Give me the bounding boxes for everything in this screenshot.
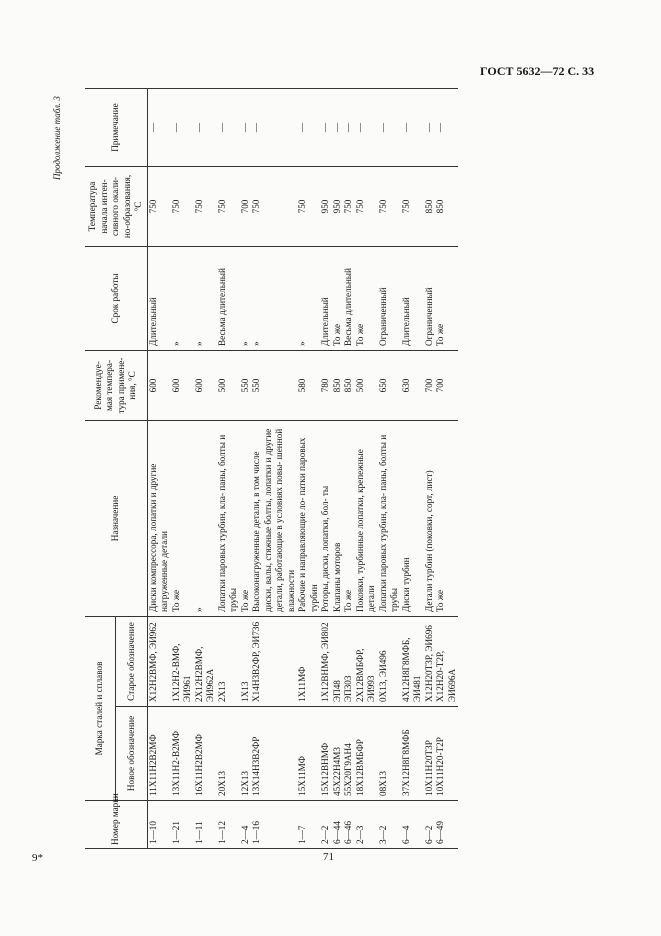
cell-note: — xyxy=(147,88,171,166)
cell-temp: 500 xyxy=(217,350,240,420)
cell-old: ЭП303 xyxy=(343,616,355,706)
cell-term: Ограниченный xyxy=(424,246,436,350)
cell-term: » xyxy=(297,246,320,350)
cell-old: 2Х13 xyxy=(217,616,240,706)
cell-old: Х14Н3В2ФР, ЭИ736 xyxy=(251,616,297,706)
cell-old: 1Х13 xyxy=(240,616,252,706)
cell-note: — xyxy=(320,88,332,166)
col-temp: Рекомендуе- мая темпера- тура примене- ния, °С xyxy=(85,350,147,420)
cell-temp: 650 xyxy=(378,350,401,420)
cell-new: 20Х13 xyxy=(217,707,240,801)
cell-note: — xyxy=(332,88,344,166)
cell-term: Длительный xyxy=(320,246,332,350)
cell-number: 6—46 xyxy=(343,801,355,849)
cell-note: — xyxy=(424,88,436,166)
cell-note: — xyxy=(171,88,194,166)
cell-purpose: Рабочие и направляющие ло- патки паровых турбин xyxy=(297,420,320,616)
cell-number: 1—16 xyxy=(251,801,297,849)
cell-number: 3—2 xyxy=(378,801,401,849)
cell-temp: 850 xyxy=(332,350,344,420)
cell-note: — xyxy=(194,88,217,166)
cell-number: 2—4 xyxy=(240,801,252,849)
cell-note: — xyxy=(217,88,240,166)
table-row xyxy=(297,88,320,848)
cell-note: — xyxy=(240,88,252,166)
cell-number: 1—10 xyxy=(147,801,171,849)
cell-new: 45Х22Н4М3 xyxy=(332,707,344,801)
table-row xyxy=(147,88,171,848)
cell-temp: 700 xyxy=(435,350,458,420)
cell-number: 6—44 xyxy=(332,801,344,849)
cell-purpose: Роторы, диски, лопатки, бол- ты xyxy=(320,420,332,616)
cell-new: 13Х11Н2-В2МФ xyxy=(171,707,194,801)
cell-temp: 700 xyxy=(424,350,436,420)
page-header: ГОСТ 5632—72 С. 33 xyxy=(480,64,595,78)
table-row xyxy=(378,88,401,848)
cell-purpose: То же xyxy=(343,420,355,616)
table-row xyxy=(343,88,355,848)
cell-new: 10Х11Н20Т3Р xyxy=(424,707,436,801)
cell-new: 13Х14Н3В2ФР xyxy=(251,707,297,801)
table-row xyxy=(401,88,424,848)
cell-purpose: То же xyxy=(435,420,458,616)
cell-note: — xyxy=(251,88,297,166)
table-row xyxy=(320,88,332,848)
cell-number: 1—11 xyxy=(194,801,217,849)
cell-purpose: Высоконагруженные детали, в том числе диски, валы, стяжные болты, лопатки и другие детали, работающие в условиях повы- шенной влажности xyxy=(251,420,297,616)
cell-term: Ограниченный xyxy=(378,246,401,350)
cell-old: Х12Н2ВМФ, ЭИ962 xyxy=(147,616,171,706)
cell-old: Х12Н20-Т2Р, ЭИ696А xyxy=(435,616,458,706)
table-row xyxy=(194,88,217,848)
col-scale: Температура начала интен- сивного окали- но-образования, °С xyxy=(85,166,147,246)
cell-temp: 600 xyxy=(147,350,171,420)
table-body xyxy=(147,88,458,848)
cell-old: 1Х12Н2-ВМФ, ЭИ961 xyxy=(171,616,194,706)
cell-purpose: Детали турбин (поковки, сорт, лист) xyxy=(424,420,436,616)
cell-scale: 850 xyxy=(424,166,436,246)
cell-number: 1—7 xyxy=(297,801,320,849)
col-note: Примечание xyxy=(85,88,147,166)
cell-number: 6—4 xyxy=(401,801,424,849)
steel-grades-table xyxy=(85,88,458,849)
table-row xyxy=(251,88,297,848)
cell-term: Весьма длительный xyxy=(217,246,240,350)
col-purpose: Назначение xyxy=(85,420,147,616)
cell-new: 12Х13 xyxy=(240,707,252,801)
cell-term: » xyxy=(171,246,194,350)
cell-temp: 580 xyxy=(297,350,320,420)
cell-new: 18Х12ВМБФР xyxy=(355,707,378,801)
cell-purpose: То же xyxy=(171,420,194,616)
cell-new: 15Х12ВНМФ xyxy=(320,707,332,801)
cell-temp: 630 xyxy=(401,350,424,420)
table-row xyxy=(171,88,194,848)
cell-scale: 750 xyxy=(194,166,217,246)
cell-note: — xyxy=(297,88,320,166)
cell-note: — xyxy=(355,88,378,166)
cell-scale: 750 xyxy=(251,166,297,246)
cell-number: 6—2 xyxy=(424,801,436,849)
cell-old: Х12Н20Т3Р, ЭИ696 xyxy=(424,616,436,706)
cell-scale: 750 xyxy=(217,166,240,246)
cell-purpose: Лопатки паровых турбин, кла- паны, болты и трубы xyxy=(378,420,401,616)
cell-old: ЭП48 xyxy=(332,616,344,706)
cell-scale: 950 xyxy=(320,166,332,246)
cell-old: 2Х12Н2ВМФ, ЭИ962А xyxy=(194,616,217,706)
cell-temp: 850 xyxy=(343,350,355,420)
cell-scale: 950 xyxy=(332,166,344,246)
col-number: Номер марки xyxy=(85,801,147,849)
cell-new: 10Х11Н20-Т2Р xyxy=(435,707,458,801)
cell-term: Длительный xyxy=(147,246,171,350)
col-term: Срок работы xyxy=(85,246,147,350)
rotated-table-container xyxy=(85,89,615,849)
cell-purpose: » xyxy=(194,420,217,616)
cell-scale: 850 xyxy=(435,166,458,246)
cell-old: 2Х12ВМБФР, ЭИ993 xyxy=(355,616,378,706)
cell-term: То же xyxy=(355,246,378,350)
cell-note: — xyxy=(401,88,424,166)
col-grades-group: Марка сталей и сплавов xyxy=(85,616,116,800)
table-row xyxy=(435,88,458,848)
cell-new: 15Х11МФ xyxy=(297,707,320,801)
cell-term: То же xyxy=(332,246,344,350)
cell-purpose: Лопатки паровых турбин, кла- паны, болты и трубы xyxy=(217,420,240,616)
cell-purpose: Диски турбин xyxy=(401,420,424,616)
cell-number: 1—12 xyxy=(217,801,240,849)
cell-scale: 750 xyxy=(297,166,320,246)
cell-number: 1—21 xyxy=(171,801,194,849)
cell-term: Длительный xyxy=(401,246,424,350)
table-row xyxy=(217,88,240,848)
cell-purpose: Клапаны моторов xyxy=(332,420,344,616)
cell-number: 2—2 xyxy=(320,801,332,849)
cell-temp: 780 xyxy=(320,350,332,420)
cell-new: 37Х12Н8Г8МФБ xyxy=(401,707,424,801)
cell-note: — xyxy=(378,88,401,166)
page-number: 71 xyxy=(323,851,334,863)
cell-term: » xyxy=(251,246,297,350)
cell-old: 4Х12Н8Г8МФБ, ЭИ481 xyxy=(401,616,424,706)
cell-purpose: Диски компрессора, лопатки и другие нагруженные детали xyxy=(147,420,171,616)
footer-signature: 9* xyxy=(32,852,43,864)
cell-number: 2—3 xyxy=(355,801,378,849)
table-row xyxy=(240,88,252,848)
col-old: Старое обозначение xyxy=(116,616,147,706)
cell-old: 0Х13, ЭИ496 xyxy=(378,616,401,706)
cell-new: 08Х13 xyxy=(378,707,401,801)
cell-new: 16Х11Н2В2МФ xyxy=(194,707,217,801)
cell-scale: 700 xyxy=(240,166,252,246)
table-row xyxy=(332,88,344,848)
continuation-label: Продолжение табл. 3 xyxy=(52,96,62,180)
cell-term: » xyxy=(240,246,252,350)
cell-scale: 750 xyxy=(355,166,378,246)
cell-scale: 750 xyxy=(378,166,401,246)
cell-term: То же xyxy=(435,246,458,350)
col-new: Новое обозначение xyxy=(116,707,147,801)
cell-term: » xyxy=(194,246,217,350)
cell-purpose: Поковки, турбинные лопатки, крепежные детали xyxy=(355,420,378,616)
cell-new: 55Х20Г9АН4 xyxy=(343,707,355,801)
cell-scale: 750 xyxy=(401,166,424,246)
cell-term: Весьма длительный xyxy=(343,246,355,350)
cell-temp: 600 xyxy=(171,350,194,420)
cell-temp: 550 xyxy=(251,350,297,420)
cell-temp: 550 xyxy=(240,350,252,420)
table-row xyxy=(355,88,378,848)
cell-scale: 750 xyxy=(171,166,194,246)
cell-temp: 500 xyxy=(355,350,378,420)
cell-old: 1Х12ВНМФ, ЭИ802 xyxy=(320,616,332,706)
cell-new: 11Х11Н2В2МФ xyxy=(147,707,171,801)
cell-old: 1Х11МФ xyxy=(297,616,320,706)
cell-note: — xyxy=(343,88,355,166)
cell-note: — xyxy=(435,88,458,166)
cell-scale: 750 xyxy=(343,166,355,246)
cell-number: 6—49 xyxy=(435,801,458,849)
cell-temp: 600 xyxy=(194,350,217,420)
cell-purpose: То же xyxy=(240,420,252,616)
table-row xyxy=(424,88,436,848)
cell-scale: 750 xyxy=(147,166,171,246)
